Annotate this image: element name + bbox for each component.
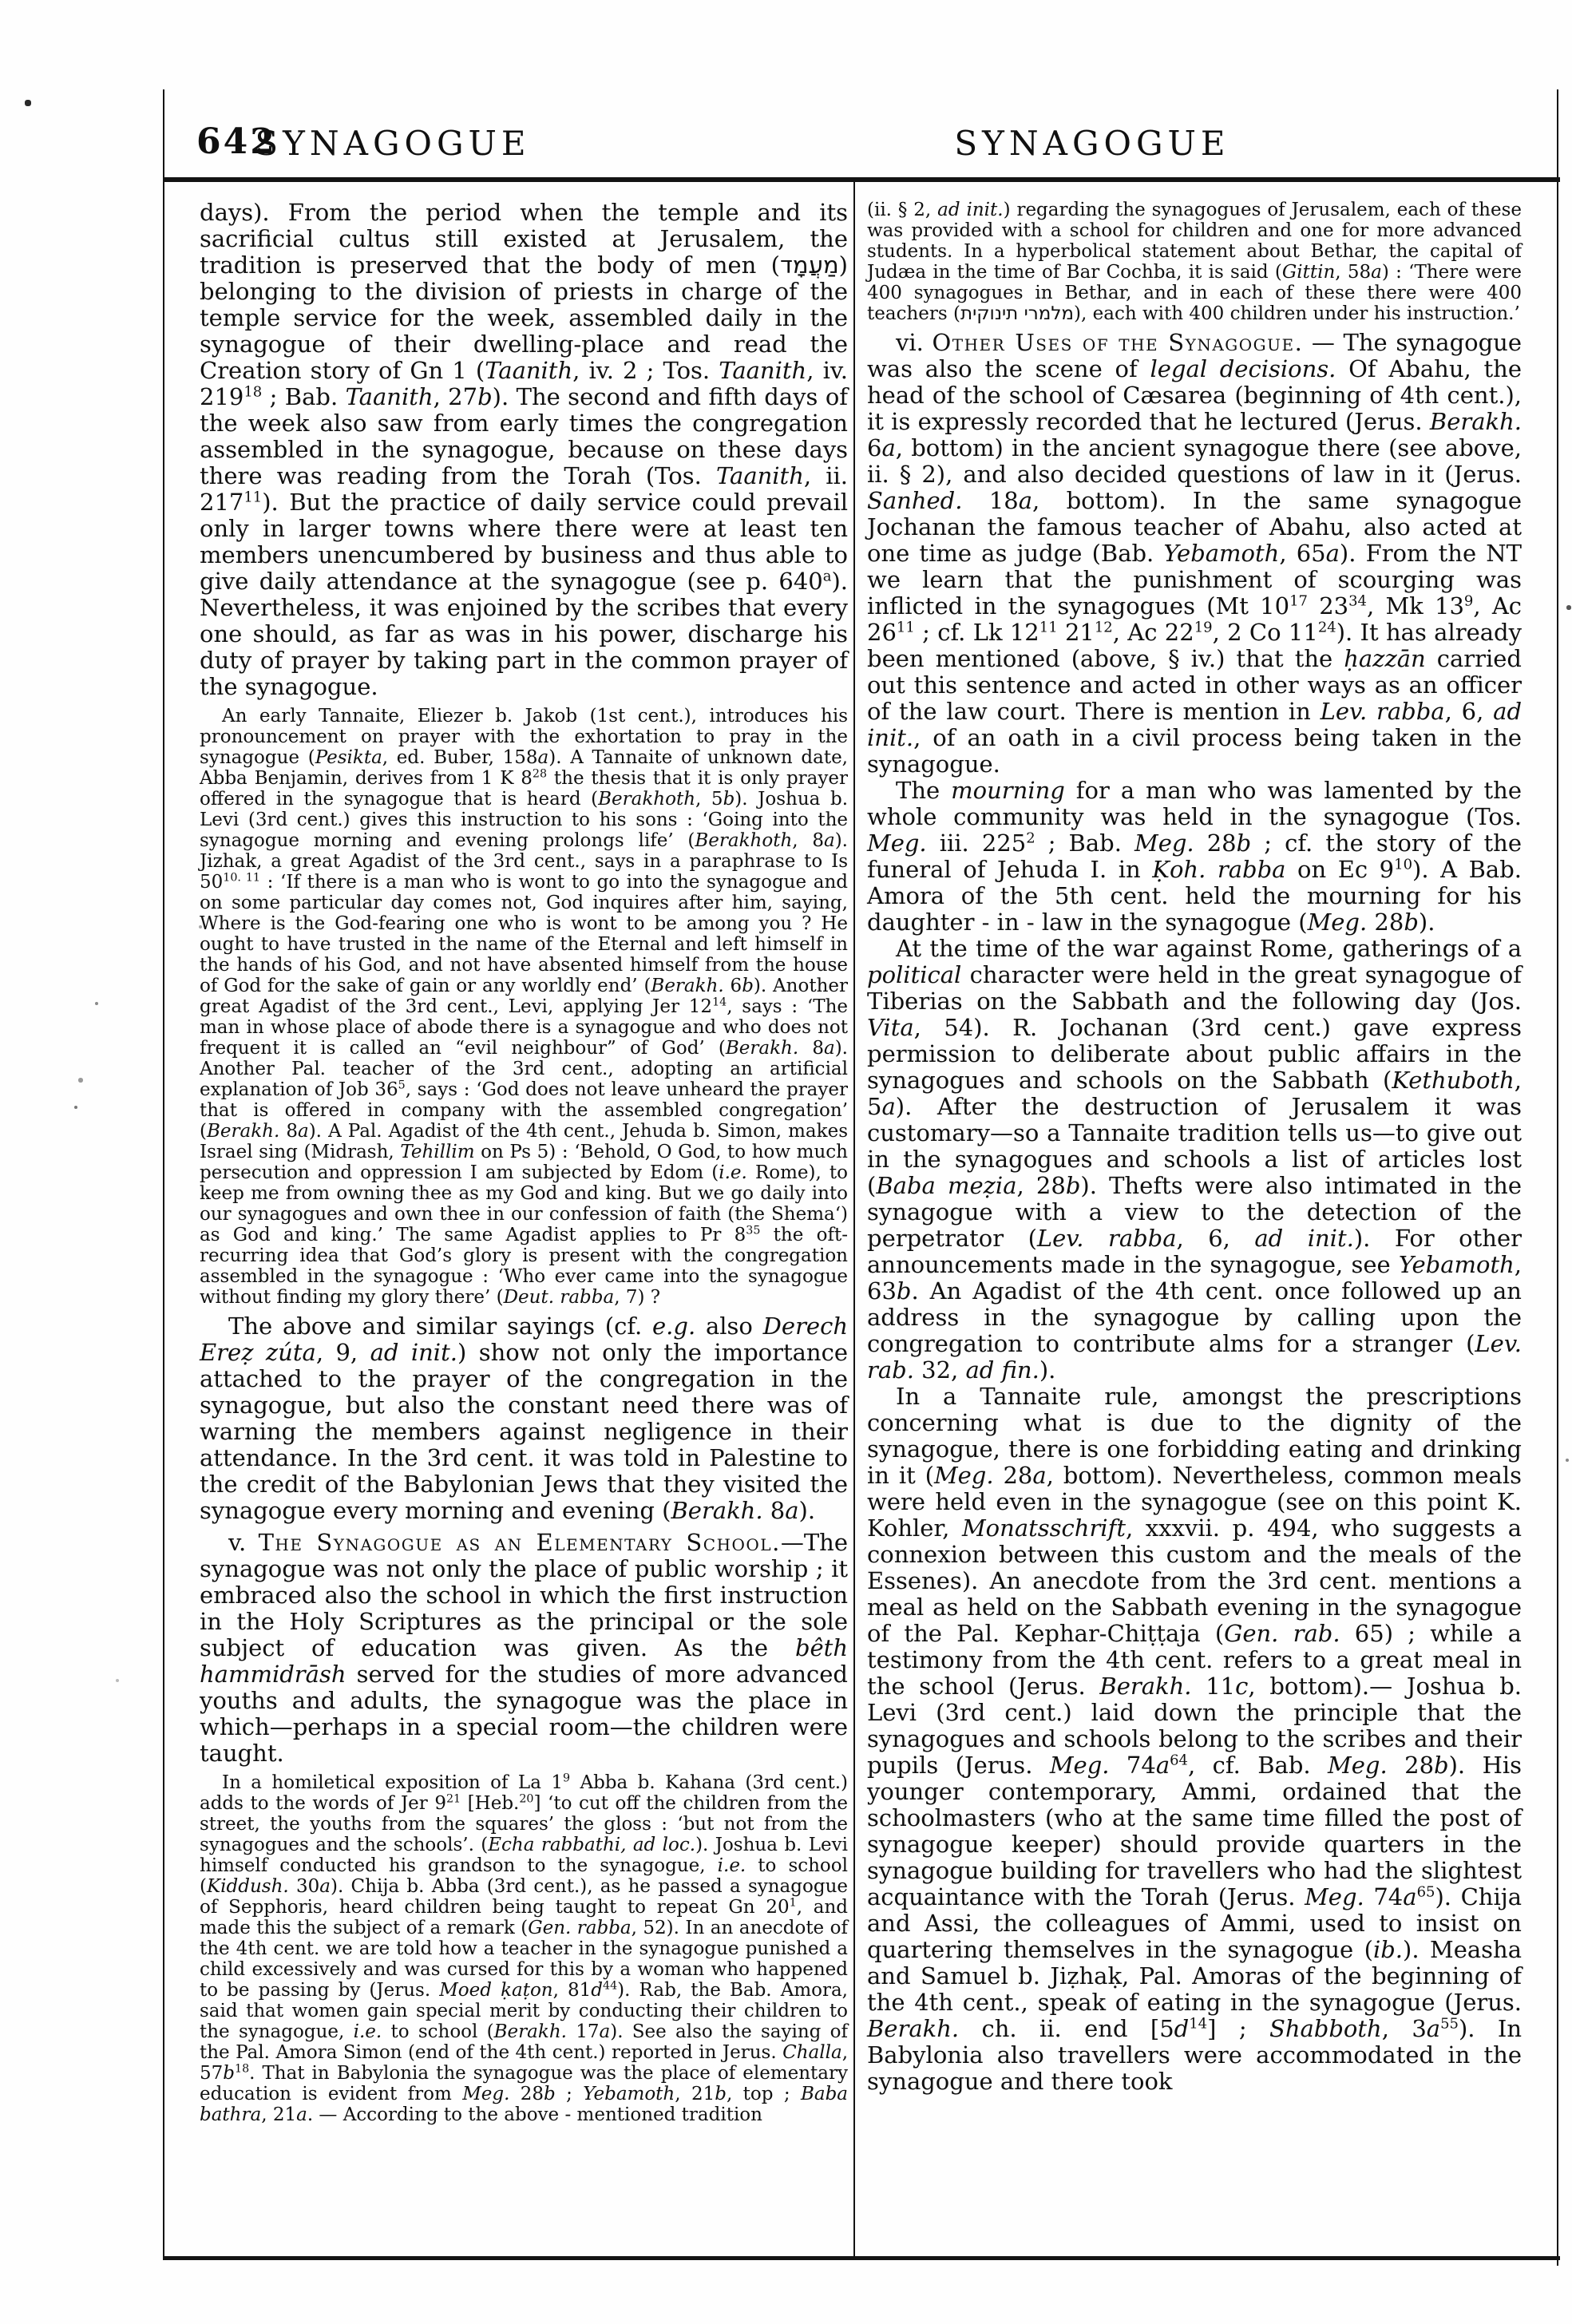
page-border-left: [163, 89, 164, 2260]
column-divider-rule: [853, 182, 855, 2256]
running-head-left: SYNAGOGUE: [255, 124, 531, 163]
footnote-jerusalem-schools: (ii. § 2, ad init.) regarding the synagogues of Jerusalem, each of these was provided with a school for children and one for more advanced students. In a hyperbolical statement about Bethar, the capital of Judæa in the time of Bar Cochba, it is said (Gittin, 58a) : ‘There were 400 synagogues in Bethar, and in each of these there were 400 teachers (מלמרי תינוקית), each with 400 children under his instruction.’: [867, 200, 1523, 324]
paragraph-above-sayings: The above and similar sayings (cf. e.g. also Derech Ereẓ zúta, 9, ad init.) show not only the importance attached to the prayer of the congregation in the synagogue, but also the constant need there was of warning the members against negligence in their attendance. In the 3rd cent. it was told in Palestine to the credit of the Babylonian Jews that they visited the synagogue every morning and evening (Berakh. 8a).: [200, 1312, 849, 1524]
page-border-right: [1557, 89, 1558, 2266]
paragraph-section-v-elementary-school: v. The Synagogue as an Elementary School.—The synagogue was not only the place of public worship ; it embraced also the school in which the first instruction in the Holy Scriptures as the principal or the sole subject of education was given. As the bêth hammidrāsh served for the studies of more advanced youths and adults, the synagogue was the place in which—perhaps in a special room—the children were taught.: [200, 1529, 848, 1767]
right-column: [867, 200, 1522, 2095]
page-number: 642: [196, 121, 277, 162]
header-rule: [163, 177, 1560, 182]
footnote-prayer-sayings: An early Tannaite, Eliezer b. Jakob (1st cent.), introduces his pronouncement on prayer with the exhortation to pray in the synagogue (Pesikta, ed. Buber, 158a). A Tannaite of unknown date, Abba Benjamin, derives from 1 K $8^{28}$ the thesis that it is only prayer offered in the synagogue that is heard (Berakhoth, 5b). Joshua b. Levi (3rd cent.) gives this instruction to his sons : ‘Going into the synagogue morning and evening prolongs life’ (Berakhoth, 8a). Jizhak, a great Agadist of the 3rd cent., says in a paraphrase to Is $50^{10. 11}$ : ‘If there is a man who is wont to go into the synagogue and on some particular day comes not, God inquires after him, saying, Where is the God-fearing one who is wont to be among you ? He ought to have trusted in the name of the Eternal and left himself in the hands of his God, and not have absented himself from the house of God for the sake of gain or any worldly end’ (Berakh. 6b). Another great Agadist of the 3rd cent., Levi, applying Jer $12^{14}$, says : ‘The man in whose place of abode there is a synagogue and who does not frequent it is called an “evil neighbour” of God’ (Berakh. 8a). Another Pal. teacher of the 3rd cent., adopting an artificial explanation of Job $36^5$, says : ‘God does not leave unheard the prayer that is offered in company with the assembled congregation’ (Berakh. 8a). A Pal. Agadist of the 4th cent., Jehuda b. Simon, makes Israel sing (Midrash, Tehillim on Ps 5) : ‘Behold, O God, to how much persecution and oppression I am subjected by Edom (i.e. Rome), to keep me from owning thee as my God and king. But we go daily into our synagogues and own thee in our confession of faith (the Shema‘) as God and king.’ The same Agadist applies to Pr $8^{35}$ the oft-recurring idea that God’s glory is present with the congregation assembled in the synagogue : ‘Who ever came into the synagogue without finding my glory there’ (Deut. rabba, 7) ?: [200, 706, 849, 1308]
running-head-right: SYNAGOGUE: [954, 124, 1230, 163]
footnote-school-anecdotes: In a homiletical exposition of La $1^9$ Abba b. Kahana (3rd cent.) adds to the words of Jer $9^{21}$ [Heb.$^{20}$] ‘to cut off the children from the street, the youths from the squares’ the gloss : ‘but not from the synagogues and the schools’. (Echa rabbathi, ad loc.). Joshua b. Levi himself conducted his grandson to the synagogue, i.e. to school (Kiddush. 30a). Chija b. Abba (3rd cent.), as he passed a synagogue of Sepphoris, heard children being taught to repeat Gn $20^1$, and made this the subject of a remark (Gen. rabba, 52). In an anecdote of the 4th cent. we are told how a teacher in the synagogue punished a child excessively and was cursed for this by a woman who happened to be passing by (Jerus. Moed ḳaṭon, $81d^{44}$). Rab, the Bab. Amora, said that women gain special merit by conducting their children to the synagogue, i.e. to school (Berakh. 17a). See also the saying of the Pal. Amora Simon (end of the 4th cent.) reported in Jerus. Challa, $57b^{18}$. That in Babylonia the synagogue was the place of elementary education is evident from Meg. 28b ; Yebamoth, 21b, top ; Baba bathra, 21a. — According to the above - mentioned tradition: [200, 1772, 849, 2125]
paragraph-mourning: The mourning for a man who was lamented by the whole community was held in the synagogue (Tos. Meg. iii. $225^2$ ; Bab. Meg. 28b ; cf. the story of the funeral of Jehuda I. in Ḳoh. rabba on Ec $9^{10}$). A Bab. Amora of the 5th cent. held the mourning for his daughter - in - law in the synagogue (Meg. 28b).: [867, 777, 1522, 936]
paragraph-temple-period: days). From the period when the temple and its sacrificial cultus still existed at Jerusalem, the tradition is preserved that the body of men (מַעֲמָד) belonging to the division of priests in charge of the temple service for the week, assembled daily in the synagogue of their dwelling-place and read the Creation story of Gn 1 (Taanith, iv. 2 ; Tos. Taanith, iv. $219^{18}$ ; Bab. Taanith, 27b). The second and fifth days of the week also saw from early times the congregation assembled in the synagogue, because on these days there was reading from the Torah (Tos. Taanith, ii. $217^{11}$). But the practice of daily service could prevail only in larger towns where there were at least ten members unencumbered by business and thus able to give daily attendance at the synagogue (see p. 640$^a$). Nevertheless, it was enjoined by the scribes that every one should, as far as was in his power, discharge his duty of prayer by taking part in the common prayer of the synagogue.: [200, 199, 849, 700]
paragraph-section-vi-other-uses: vi. Other Uses of the Synagogue. — The synagogue was also the scene of legal decisions. Of Abahu, the head of the school of Cæsarea (beginning of 4th cent.), it is expressly recorded that he lectured (Jerus. Berakh. 6a, bottom) in the ancient synagogue there (see above, ii. § 2), and also decided questions of law in it (Jerus. Sanhed. 18a, bottom). In the same synagogue Jochanan the famous teacher of Abahu, also acted at one time as judge (Bab. Yebamoth, 65a). From the NT we learn that the punishment of scourging was inflicted in the synagogues (Mt $10^{17}$ $23^{34}$, Mk $13^9$, Ac $26^{11}$ ; cf. Lk $12^{11}$ $21^{12}$, Ac $22^{19}$, 2 Co $11^{24}$). It has already been mentioned (above, § iv.) that the ḥazzān carried out this sentence and acted in other ways as an officer of the law court. There is mention in Lev. rabba, 6, ad init., of an oath in a civil process being taken in the synagogue.: [867, 329, 1523, 778]
scan-speckles: [0, 0, 2, 2]
paragraph-tannaite-rule: In a Tannaite rule, amongst the prescriptions concerning what is due to the dignity of the synagogue, there is one forbidding eating and drinking in it (Meg. 28a, bottom). Nevertheless, common meals were held even in the synagogue (see on this point K. Kohler, Monatsschrift, xxxvii. p. 494, who suggests a connexion between this custom and the meals of the Essenes). An anecdote from the 3rd cent. mentions a meal as held on the Sabbath evening in the synagogue of the Pal. Kephar-Chiṭṭaja (Gen. rab. 65) ; while a testimony from the 4th cent. refers to a great meal in the school (Jerus. Berakh. 11c, bottom).— Joshua b. Levi (3rd cent.) laid down the principle that the synagogues and schools belong to the scribes and their pupils (Jerus. Meg. $74a^{64}$, cf. Bab. Meg. 28b). His younger contemporary, Ammi, ordained that the schoolmasters (who at the same time filled the post of synagogue keeper) should provide quarters in the synagogue building for travellers who had the slightest acquaintance with the Torah (Jerus. Meg. $74a^{65}$). Chija and Assi, the colleagues of Ammi, used to insist on quartering themselves in the synagogue (ib.). Measha and Samuel b. Jiẓhaḳ, Pal. Amoras of the beginning of the 4th cent., speak of eating in the synagogue (Jerus. Berakh. ch. ii. end $[5d^{14}]$ ; Shabboth, $3a^{55}$). In Babylonia also travellers were accommodated in the synagogue and there took: [867, 1383, 1523, 2095]
page-border-bottom: [163, 2256, 1560, 2260]
paragraph-political-gatherings: At the time of the war against Rome, gatherings of a political character were held in the great synagogue of Tiberias on the Sabbath and the following day (Jos. Vita, 54). R. Jochanan (3rd cent.) gave express permission to deliberate about public affairs in the synagogues and schools on the Sabbath (Kethuboth, 5a). After the destruction of Jerusalem it was customary—so a Tannaite tradition tells us—to give out in the synagogues and schools a list of articles lost (Baba meẓia, 28b). Thefts were also intimated in the synagogue with a view to the detection of the perpetrator (Lev. rabba, 6, ad init.). For other announcements made in the synagogue, see Yebamoth, 63b. An Agadist of the 4th cent. once followed up an address in the synagogue by calling upon the congregation to contribute alms for a stranger (Lev. rab. 32, ad fin.).: [867, 935, 1522, 1384]
left-column: [200, 200, 848, 2125]
